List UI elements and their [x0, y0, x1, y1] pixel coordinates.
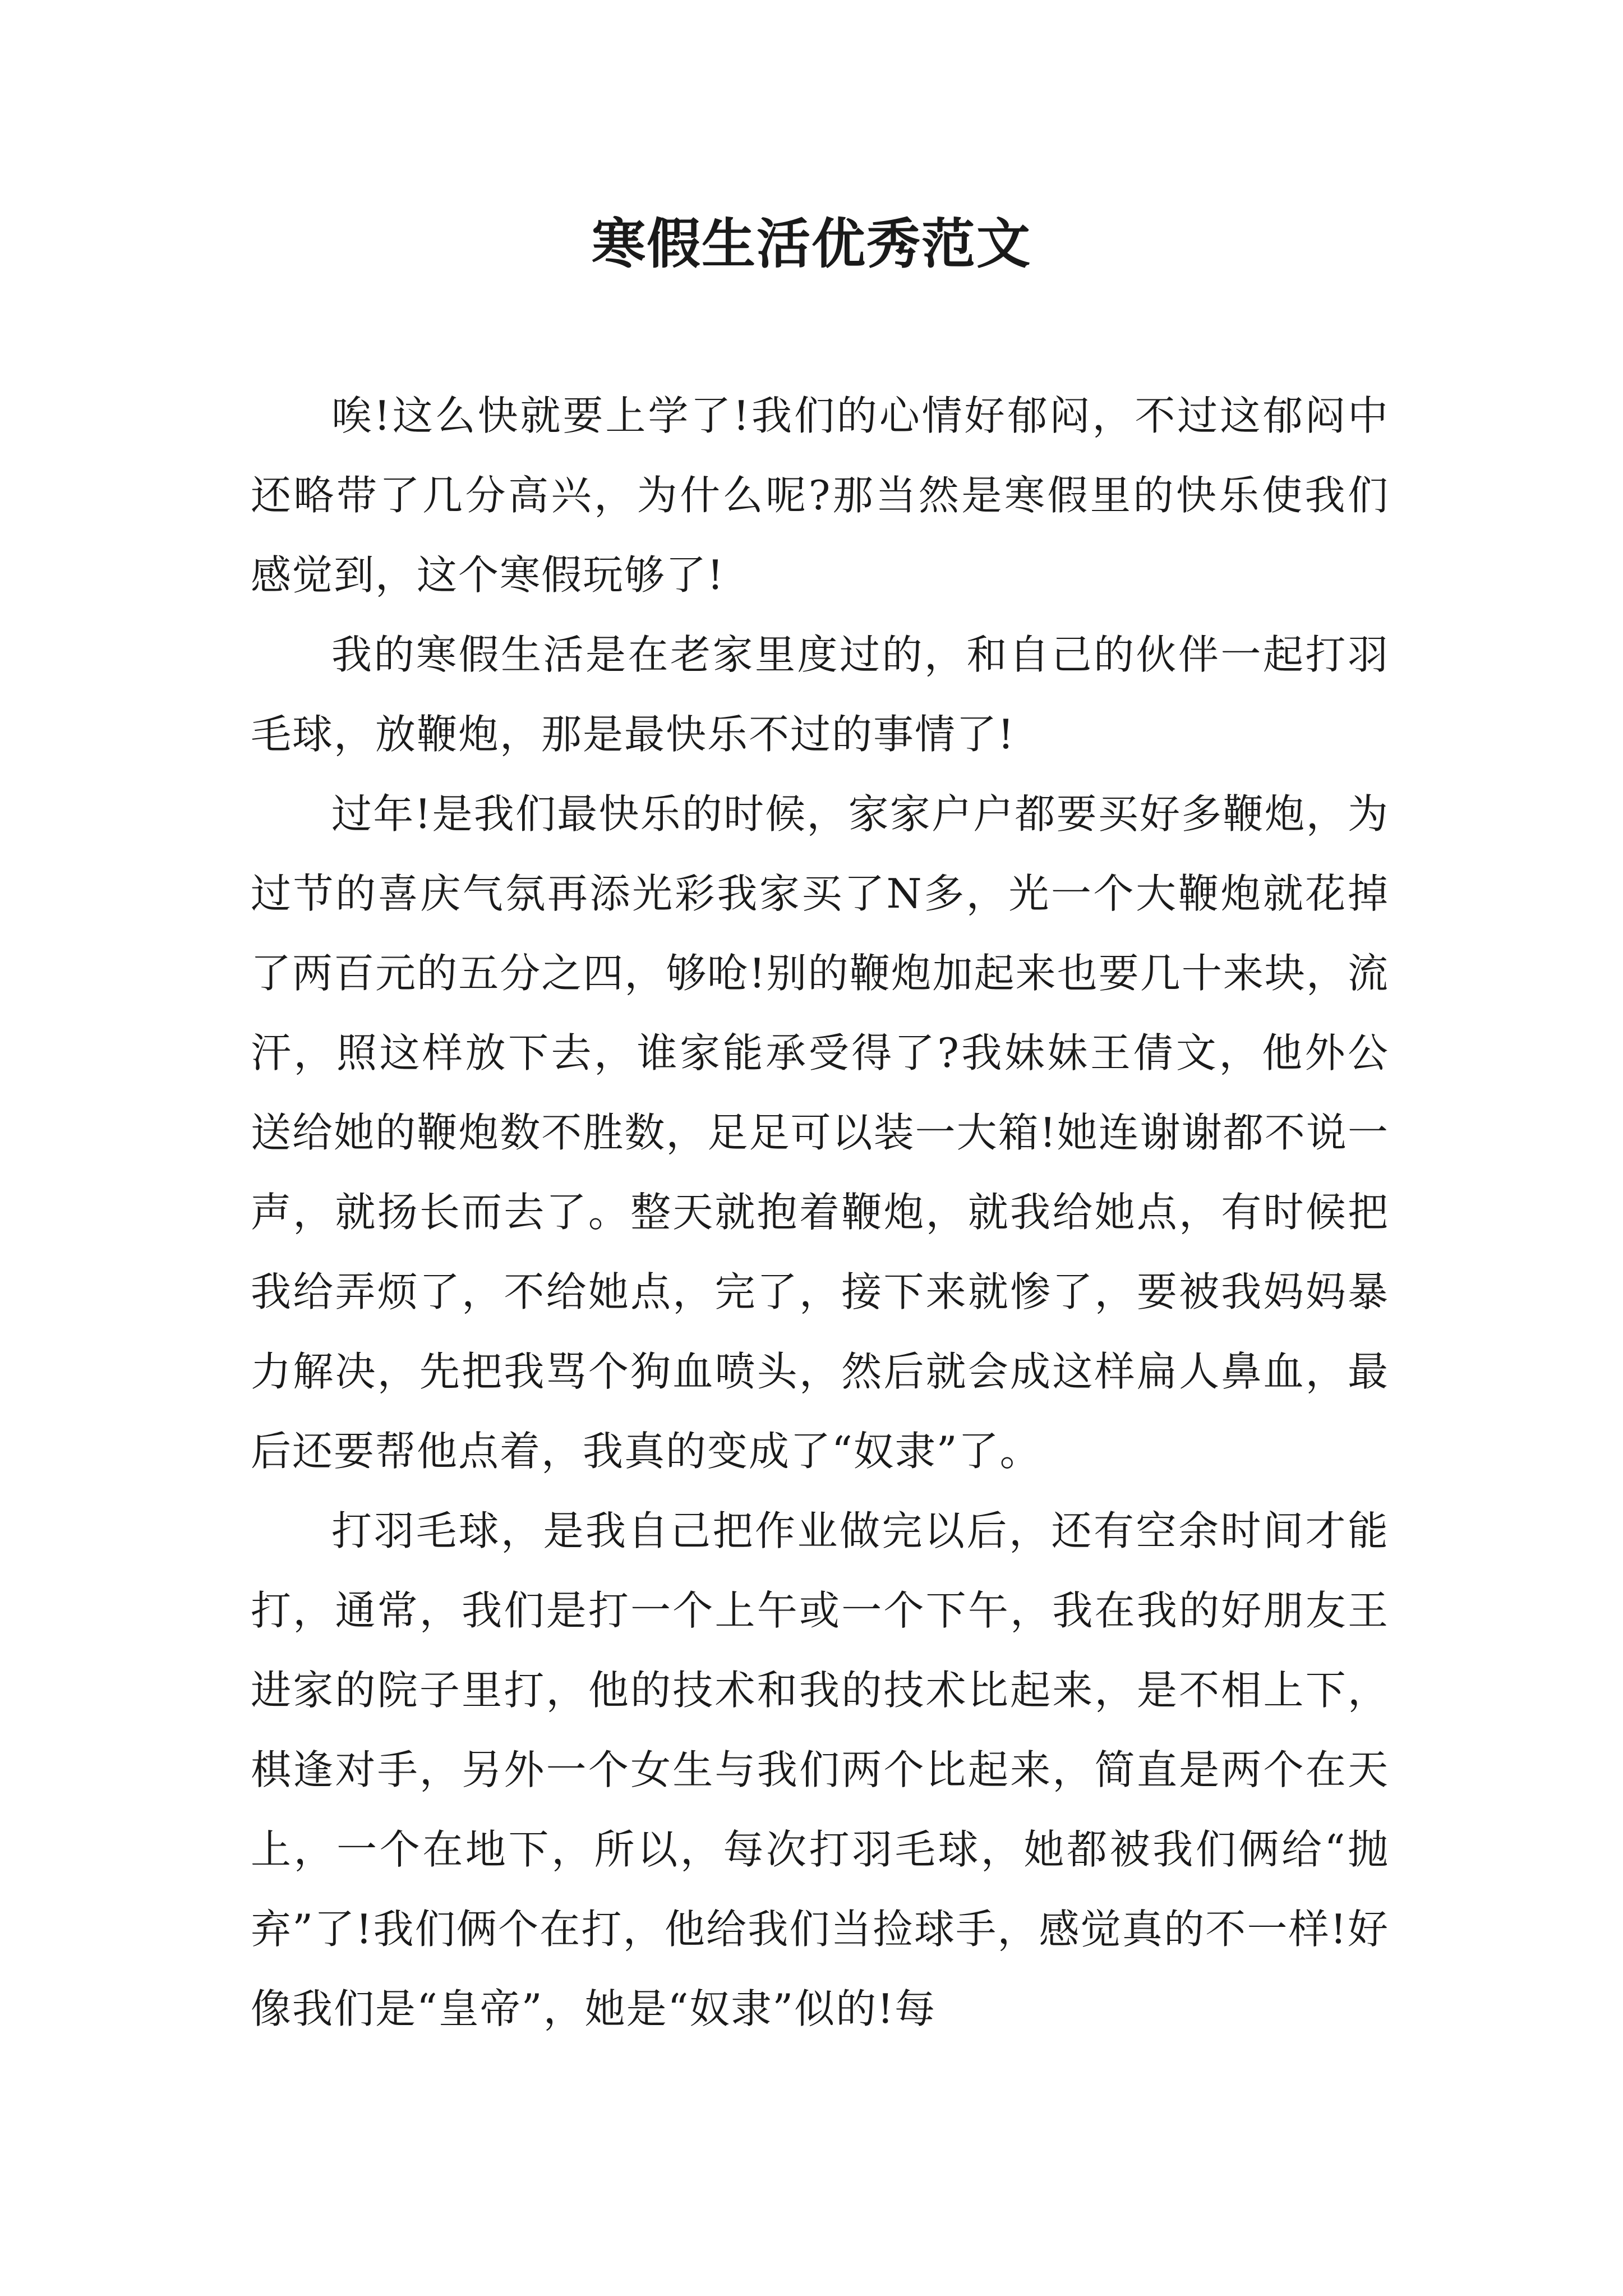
paragraph-2: 我的寒假生活是在老家里度过的，和自己的伙伴一起打羽毛球，放鞭炮，那是最快乐不过的事情了! [251, 631, 1389, 758]
paragraph-4: 打羽毛球，是我自己把作业做完以后，还有空余时间才能打，通常，我们是打一个上午或一个下午，我在我的好朋友王进家的院子里打，他的技术和我的技术比起来，是不相上下，棋逢对手，另外一个女生与我们两个比起来，简直是两个在天上，一个在地下，所以，每次打羽毛球，她都被我们俩给“抛弃”了!我们俩个在打，他给我们当捡球手，感觉真的不一样!好像我们是“皇帝”，她是“奴隶”似的!每 [251, 1507, 1389, 2032]
document-body [251, 376, 1389, 2049]
paragraph-3: 过年!是我们最快乐的时候，家家户户都要买好多鞭炮，为过节的喜庆气氛再添光彩我家买了N多，光一个大鞭炮就花掉了两百元的五分之四，够呛!别的鞭炮加起来也要几十来块，流汗，照这样放下去，谁家能承受得了?我妹妹王倩文，他外公送给她的鞭炮数不胜数，足足可以装一大箱!她连谢谢都不说一声，就扬长而去了。整天就抱着鞭炮，就我给她点，有时候把我给弄烦了，不给她点，完了，接下来就惨了，要被我妈妈暴力解决，先把我骂个狗血喷头，然后就会成这样扁人鼻血，最后还要帮他点着，我真的变成了“奴隶”了。 [251, 790, 1389, 1475]
paragraph-1: 唉!这么快就要上学了!我们的心情好郁闷，不过这郁闷中还略带了几分高兴，为什么呢?那当然是寒假里的快乐使我们感觉到，这个寒假玩够了! [251, 392, 1389, 599]
document-title: 寒假生活优秀范文 [592, 212, 1031, 275]
